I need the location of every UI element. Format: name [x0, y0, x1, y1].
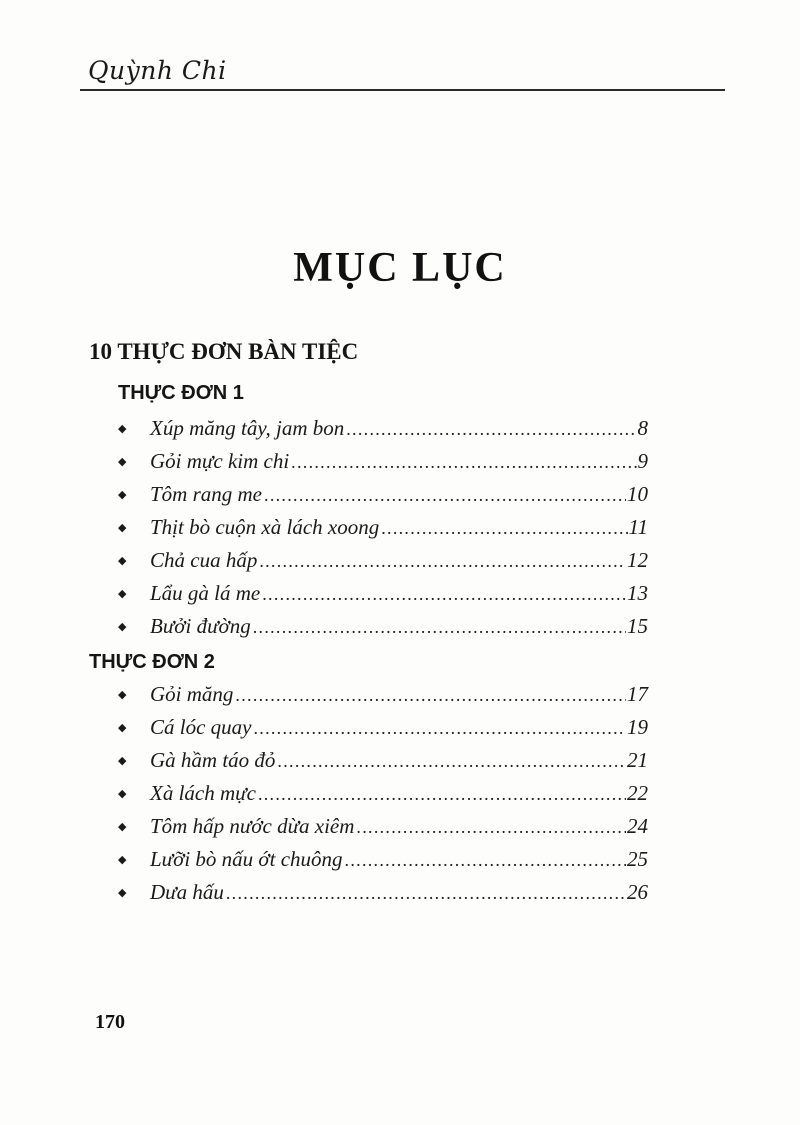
entry-title: Gỏi mực kim chi	[150, 449, 290, 473]
toc-entry[interactable]	[118, 416, 648, 442]
toc-entry[interactable]	[118, 781, 648, 807]
entry-page: 11	[628, 515, 648, 539]
dot-leader	[253, 617, 626, 638]
entry-page: 15	[627, 614, 648, 638]
toc-entry[interactable]	[118, 581, 648, 607]
entry-title: Tôm hấp nước dừa xiêm	[150, 814, 355, 838]
dot-leader	[356, 817, 626, 838]
entry-page: 26	[627, 880, 648, 904]
toc-entry[interactable]	[118, 614, 648, 640]
diamond-bullet-icon: ◆	[118, 588, 127, 600]
entry-title: Dưa hấu	[150, 880, 224, 904]
entry-page: 8	[637, 416, 648, 440]
dot-leader	[259, 551, 626, 572]
diamond-bullet-icon: ◆	[118, 722, 127, 734]
entry-page: 9	[637, 449, 648, 473]
diamond-bullet-icon: ◆	[118, 423, 127, 435]
diamond-bullet-icon: ◆	[118, 689, 127, 701]
dot-leader	[262, 584, 626, 605]
entry-page: 13	[627, 581, 648, 605]
diamond-bullet-icon: ◆	[118, 621, 127, 633]
entry-page: 24	[627, 814, 648, 838]
dot-leader	[253, 718, 626, 739]
entry-title: Lẩu gà lá me	[150, 581, 261, 605]
diamond-bullet-icon: ◆	[118, 755, 127, 767]
toc-entry[interactable]	[118, 715, 648, 741]
entry-title: Gỏi măng	[150, 682, 234, 706]
diamond-bullet-icon: ◆	[118, 854, 127, 866]
entry-page: 17	[627, 682, 648, 706]
menu-heading-2: THỰC ĐƠN 2	[89, 651, 215, 673]
dot-leader	[277, 751, 626, 772]
toc-entry[interactable]	[118, 847, 648, 873]
entry-title: Xà lách mực	[150, 781, 256, 805]
toc-entry[interactable]	[118, 880, 648, 906]
dot-leader	[381, 518, 627, 539]
diamond-bullet-icon: ◆	[118, 522, 127, 534]
toc-entry[interactable]	[118, 449, 648, 475]
dot-leader	[235, 685, 626, 706]
dot-leader	[345, 850, 626, 871]
entry-title: Tôm rang me	[150, 482, 263, 506]
diamond-bullet-icon: ◆	[118, 489, 127, 501]
toc-entry[interactable]	[118, 748, 648, 774]
toc-entry[interactable]	[118, 515, 648, 541]
entry-title: Cá lóc quay	[150, 715, 252, 739]
toc-entry[interactable]	[118, 548, 648, 574]
header-rule	[80, 89, 725, 91]
entry-page: 25	[627, 847, 648, 871]
diamond-bullet-icon: ◆	[118, 887, 127, 899]
part-title: 10 THỰC ĐƠN BÀN TIỆC	[89, 339, 359, 364]
entry-page: 21	[627, 748, 648, 772]
dot-leader	[291, 452, 636, 473]
entry-page: 10	[627, 482, 648, 506]
dot-leader	[226, 883, 626, 904]
diamond-bullet-icon: ◆	[118, 456, 127, 468]
entry-title: Gà hầm táo đỏ	[150, 748, 276, 772]
entry-page: 12	[627, 548, 648, 572]
page-title: MỤC LỤC	[293, 245, 507, 291]
dot-leader	[258, 784, 626, 805]
entry-page: 19	[627, 715, 648, 739]
entry-page: 22	[627, 781, 648, 805]
toc-entry[interactable]	[118, 814, 648, 840]
entry-title: Xúp măng tây, jam bon	[150, 416, 345, 440]
toc-entry[interactable]	[118, 482, 648, 508]
toc-entry[interactable]	[118, 682, 648, 708]
entry-title: Lưỡi bò nấu ớt chuông	[150, 847, 343, 871]
diamond-bullet-icon: ◆	[118, 788, 127, 800]
entry-title: Thịt bò cuộn xà lách xoong	[150, 515, 380, 539]
dot-leader	[264, 485, 626, 506]
page-number: 170	[95, 1011, 125, 1033]
running-head: Quỳnh Chi	[88, 56, 227, 85]
menu-heading-1: THỰC ĐƠN 1	[118, 382, 244, 404]
dot-leader	[346, 419, 636, 440]
entry-title: Chả cua hấp	[150, 548, 258, 572]
entry-title: Bưởi đường	[150, 614, 251, 638]
diamond-bullet-icon: ◆	[118, 821, 127, 833]
diamond-bullet-icon: ◆	[118, 555, 127, 567]
